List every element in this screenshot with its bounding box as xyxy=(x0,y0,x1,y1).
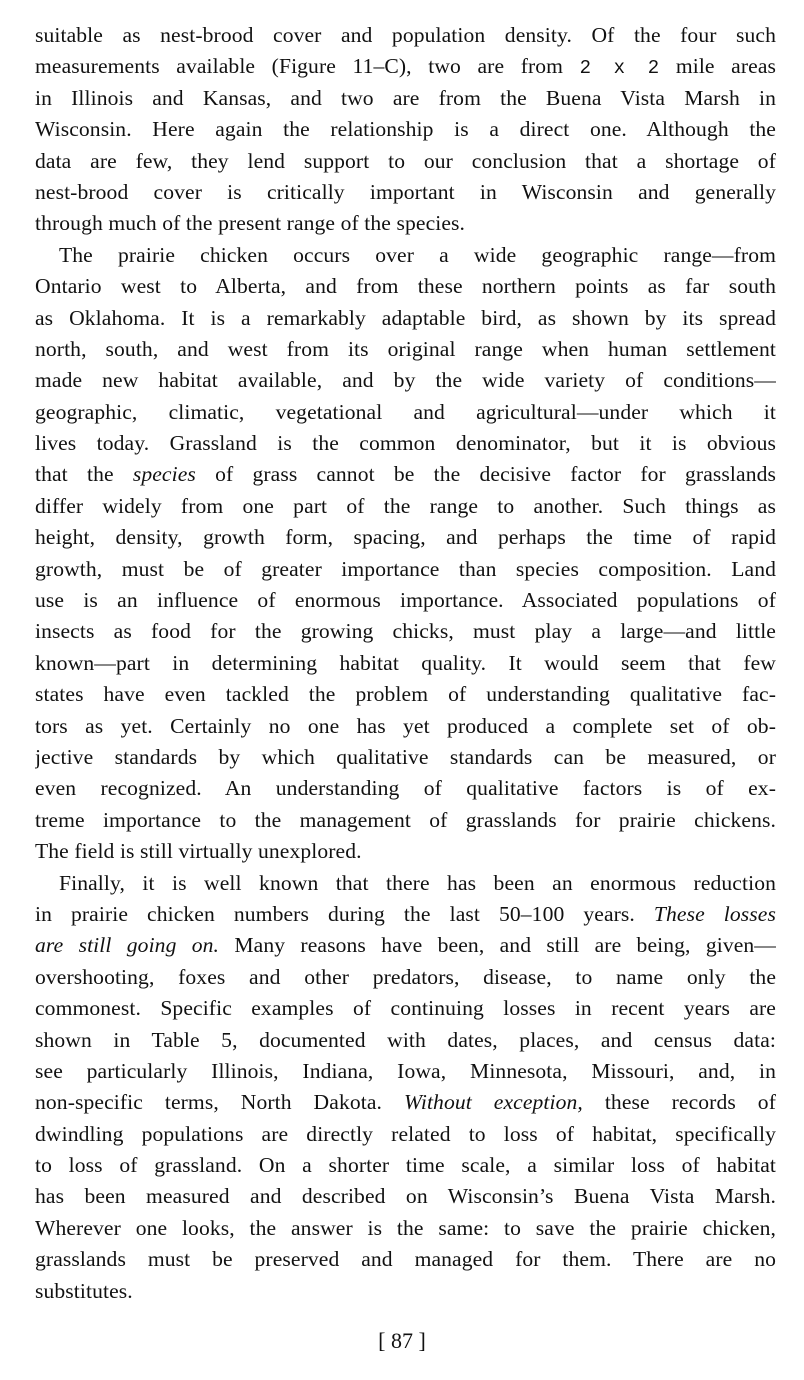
text-run: data are few, they lend support to our conclusion that a shortage of xyxy=(35,148,776,173)
text-run: The field is still virtually unexplored. xyxy=(35,839,362,864)
text-line xyxy=(35,648,776,679)
text-line xyxy=(35,585,776,616)
paragraph xyxy=(35,20,776,240)
text-line xyxy=(35,240,776,271)
paragraph xyxy=(35,240,776,868)
text-line xyxy=(35,491,776,522)
text-run: The prairie chicken occurs over a wide geographic range—from xyxy=(59,242,776,267)
text-line xyxy=(35,836,776,867)
emphasis-text: are still going on. xyxy=(35,933,220,958)
text-line xyxy=(35,51,776,82)
text-run: geographic, climatic, vegetational and agricultural—under which it xyxy=(35,399,776,424)
text-line xyxy=(35,742,776,773)
text-run: insects as food for the growing chicks, must play a large—and little xyxy=(35,619,776,644)
text-line xyxy=(35,554,776,585)
text-run: in prairie chicken numbers during the last 50–100 years. xyxy=(35,901,654,926)
typewriter-text: 2 x 2 xyxy=(579,57,660,80)
text-line xyxy=(35,993,776,1024)
text-run: overshooting, foxes and other predators, disease, to name only the xyxy=(35,964,776,989)
text-run: measurements available (Figure 11–C), two are from xyxy=(35,54,580,79)
text-line xyxy=(35,365,776,396)
text-run: treme importance to the management of grasslands for prairie chickens. xyxy=(35,807,776,832)
text-run: through much of the present range of the species. xyxy=(35,211,466,236)
emphasis-text: Without exception, xyxy=(403,1090,583,1115)
text-line xyxy=(35,1025,776,1056)
text-line xyxy=(35,20,776,51)
text-run: nest-brood cover is critically important in Wisconsin and generally xyxy=(35,179,776,204)
text-run: north, south, and west from its original range when human settlement xyxy=(35,336,776,361)
text-run: as Oklahoma. It is a remarkably adaptable bird, as shown by its spread xyxy=(35,305,776,330)
text-line xyxy=(35,679,776,710)
text-line xyxy=(35,962,776,993)
text-run: height, density, growth form, spacing, and perhaps the time of rapid xyxy=(35,525,776,550)
text-run: Wisconsin. Here again the relationship is a direct one. Although the xyxy=(35,117,776,142)
text-line xyxy=(35,711,776,742)
text-line xyxy=(35,1181,776,1212)
text-line xyxy=(35,146,776,177)
text-run: states have even tackled the problem of understanding qualitative fac- xyxy=(35,682,776,707)
text-line xyxy=(35,1276,776,1307)
text-line xyxy=(35,83,776,114)
text-line xyxy=(35,177,776,208)
paragraph xyxy=(35,868,776,1307)
text-line xyxy=(35,773,776,804)
text-run: shown in Table 5, documented with dates, places, and census data: xyxy=(35,1027,776,1052)
text-run: mile areas xyxy=(659,54,776,79)
text-line xyxy=(35,459,776,490)
text-line xyxy=(35,303,776,334)
text-line xyxy=(35,868,776,899)
text-run: non-specific terms, North Dakota. xyxy=(35,1090,404,1115)
page-number: [ 87 ] xyxy=(378,1328,426,1353)
text-run: even recognized. An understanding of qualitative factors is of ex- xyxy=(35,776,776,801)
text-run: Ontario west to Alberta, and from these northern points as far south xyxy=(35,274,776,299)
text-line xyxy=(35,930,776,961)
text-run: to loss of grassland. On a shorter time scale, a similar loss of habitat xyxy=(35,1153,776,1178)
text-line xyxy=(35,271,776,302)
text-run: these records of xyxy=(582,1090,776,1115)
text-line xyxy=(35,208,776,239)
text-run: differ widely from one part of the range to another. Such things as xyxy=(35,493,776,518)
text-run: has been measured and described on Wisconsin’s Buena Vista Marsh. xyxy=(35,1184,776,1209)
text-line xyxy=(35,1087,776,1118)
text-line xyxy=(35,522,776,553)
emphasis-text: These losses xyxy=(653,901,776,926)
text-run: use is an influence of enormous importance. Associated populations of xyxy=(35,588,776,613)
text-run: known—part in determining habitat quality. It would seem that few xyxy=(35,650,776,675)
text-run: Many reasons have been, and still are being, given— xyxy=(219,933,776,958)
text-line xyxy=(35,1244,776,1275)
text-run: substitutes. xyxy=(35,1278,133,1303)
text-run: Finally, it is well known that there has been an enormous reduction xyxy=(59,870,776,895)
text-run: of grass cannot be the decisive factor for grasslands xyxy=(195,462,776,487)
text-run: grasslands must be preserved and managed for them. There are no xyxy=(35,1247,776,1272)
text-line xyxy=(35,428,776,459)
emphasis-text: species xyxy=(132,462,196,487)
text-run: in Illinois and Kansas, and two are from the Buena Vista Marsh in xyxy=(35,85,776,110)
text-line xyxy=(35,1056,776,1087)
text-run: growth, must be of greater importance than species composition. Land xyxy=(35,556,776,581)
body-text xyxy=(35,20,776,1307)
text-run: dwindling populations are directly related to loss of habitat, specifically xyxy=(35,1121,776,1146)
text-run: tors as yet. Certainly no one has yet produced a complete set of ob- xyxy=(35,713,776,738)
text-run: jective standards by which qualitative standards can be measured, or xyxy=(35,744,776,769)
text-run: made new habitat available, and by the wide variety of conditions— xyxy=(35,368,776,393)
text-line xyxy=(35,397,776,428)
text-line xyxy=(35,334,776,365)
text-run: that the xyxy=(35,462,133,487)
text-run: Wherever one looks, the answer is the same: to save the prairie chicken, xyxy=(35,1215,776,1240)
text-line xyxy=(35,616,776,647)
text-line xyxy=(35,1150,776,1181)
text-line xyxy=(35,899,776,930)
text-line xyxy=(35,1213,776,1244)
text-run: suitable as nest-brood cover and population density. Of the four such xyxy=(35,23,776,47)
text-line xyxy=(35,114,776,145)
text-line xyxy=(35,1119,776,1150)
text-line xyxy=(35,805,776,836)
text-run: commonest. Specific examples of continuing losses in recent years are xyxy=(35,996,776,1021)
text-run: lives today. Grassland is the common denominator, but it is obvious xyxy=(35,431,776,456)
text-run: see particularly Illinois, Indiana, Iowa, Minnesota, Missouri, and, in xyxy=(35,1058,776,1083)
